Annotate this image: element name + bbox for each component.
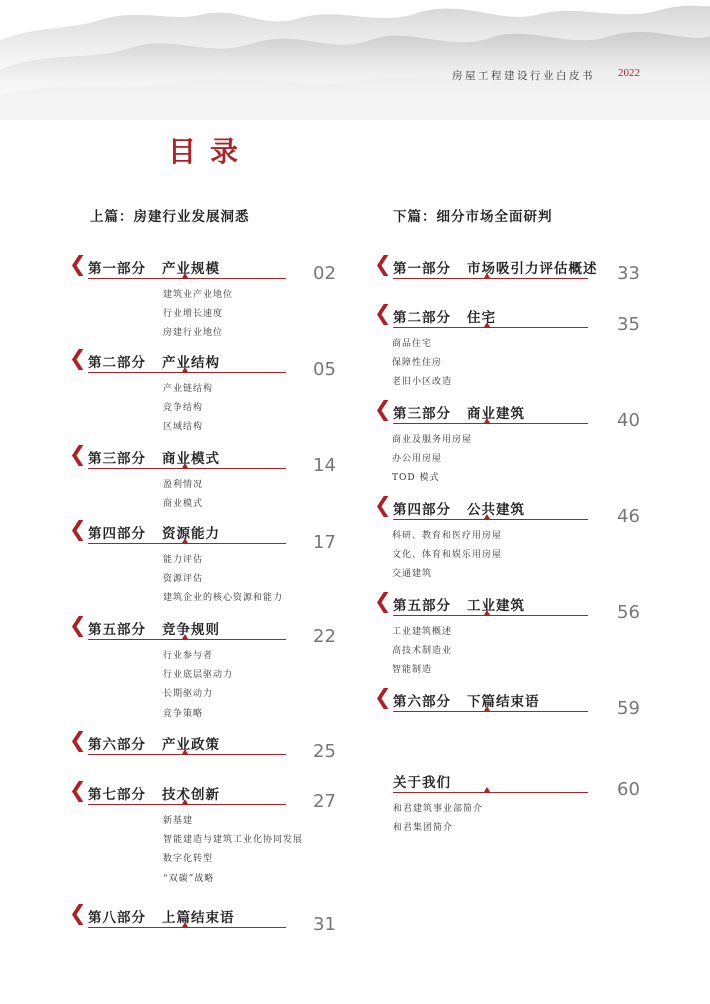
part-name: 技术创新 [162,787,220,803]
page-number: 56 [617,602,640,623]
toc-entry-label [393,771,451,791]
red-crescent-icon: ❮ [374,589,392,613]
toc-subitem[interactable]: 盈利情况 [163,480,204,490]
entry-underline [88,639,286,640]
underline-triangle [182,538,188,543]
toc-subitem[interactable]: 行业增长速度 [163,309,224,320]
page-number: 46 [617,506,640,527]
entry-underline [393,519,588,520]
part-number: 第六部分 [88,737,146,753]
entry-underline [88,754,286,755]
part-name: 上篇结束语 [162,910,235,926]
toc-entry-label [88,906,235,926]
toc-subitem[interactable]: 工业建筑概述 [392,627,453,637]
underline-triangle [182,749,188,754]
toc-subitem[interactable]: 保障性住房 [392,358,443,369]
underline-triangle [484,418,490,423]
toc-subitem[interactable]: 竞争策略 [163,708,204,719]
underline-triangle [182,367,188,372]
page-title: 目录 [168,135,253,168]
part-name: 商业模式 [162,451,220,467]
part-name: 竞争规则 [162,622,220,638]
toc-subitem[interactable]: 交通建筑 [392,569,433,580]
toc-entry-label [88,351,220,371]
toc-subitem[interactable]: 数字化转型 [163,854,214,865]
red-crescent-icon: ❮ [374,685,392,709]
entry-underline [88,543,286,544]
underline-triangle [484,322,490,327]
toc-subitem[interactable]: 房建行业地位 [163,328,224,339]
part-name: 产业规模 [162,261,220,277]
toc-entry-label [88,522,220,542]
toc-subitem[interactable]: 商业及服务用房屋 [392,435,473,445]
page-number: 35 [617,314,640,335]
toc-entry-label [88,783,220,803]
entry-underline [393,278,588,279]
toc-subitem[interactable]: 老旧小区改造 [392,377,453,388]
document-year: 2022 [618,67,640,79]
toc-subitem[interactable]: 竞争结构 [163,403,204,414]
page-number: 17 [313,532,336,553]
part-number: 第五部分 [88,622,146,638]
part-number: 第一部分 [393,261,451,277]
part-name: 商业建筑 [467,406,525,422]
part-number: 第二部分 [88,355,146,371]
toc-subitem[interactable]: 长期驱动力 [163,689,214,700]
part-name: 公共建筑 [467,502,525,518]
page-number: 31 [313,914,336,935]
toc-entry-label [393,594,525,614]
toc-subitem[interactable]: 商品住宅 [392,339,433,349]
document-title: 房屋工程建设行业白皮书 [452,70,595,82]
toc-subitem[interactable]: “双碳”战略 [163,873,215,884]
right-column-heading: 下篇：细分市场全面研判 [393,209,553,225]
red-crescent-icon: ❮ [374,493,392,517]
toc-entry-label [393,257,598,277]
toc-subitem[interactable]: 能力评估 [163,555,204,565]
entry-underline [393,423,588,424]
toc-entry-label [88,618,220,638]
toc-entry-label [393,306,496,326]
about-title: 关于我们 [393,775,451,791]
red-crescent-icon: ❮ [69,346,87,370]
page-number: 60 [617,779,640,800]
part-number: 第四部分 [88,526,146,542]
page-number: 02 [313,263,336,284]
red-crescent-icon: ❮ [69,517,87,541]
entry-underline [88,927,286,928]
underline-triangle [182,634,188,639]
toc-subitem[interactable]: 产业链结构 [163,384,214,394]
toc-subitem[interactable]: 建筑企业的核心资源和能力 [163,593,284,604]
entry-underline [88,804,286,805]
page-number: 40 [617,410,640,431]
page-number: 22 [313,626,336,647]
underline-triangle [484,273,490,278]
part-number: 第三部分 [88,451,146,467]
underline-triangle [484,706,490,711]
part-number: 第二部分 [393,310,451,326]
entry-underline [393,327,588,328]
toc-subitem[interactable]: TOD 模式 [392,473,440,484]
page-number: 33 [617,263,640,284]
page-number: 59 [617,698,640,719]
page-number: 14 [313,455,336,476]
underline-triangle [182,922,188,927]
part-number: 第六部分 [393,694,451,710]
red-crescent-icon: ❮ [374,301,392,325]
red-crescent-icon: ❮ [69,778,87,802]
underline-triangle [484,514,490,519]
underline-triangle [182,463,188,468]
toc-subitem[interactable]: 智能建造与建筑工业化协同发展 [163,835,304,846]
red-crescent-icon: ❮ [69,442,87,466]
red-crescent-icon: ❮ [69,613,87,637]
red-crescent-icon: ❮ [374,397,392,421]
toc-subitem[interactable]: 办公用房屋 [392,454,443,465]
red-crescent-icon: ❮ [69,901,87,925]
part-name: 产业政策 [162,737,220,753]
part-number: 第三部分 [393,406,451,422]
toc-subitem[interactable]: 高技术制造业 [392,646,453,657]
underline-triangle [182,273,188,278]
entry-underline [393,792,588,793]
red-crescent-icon: ❮ [374,252,392,276]
red-crescent-icon: ❮ [69,252,87,276]
part-name: 产业结构 [162,355,220,371]
part-name: 市场吸引力评估概述 [467,261,598,277]
red-crescent-icon: ❮ [69,728,87,752]
toc-subitem[interactable]: 建筑业产业地位 [163,290,234,300]
underline-triangle [182,799,188,804]
entry-underline [88,372,286,373]
part-number: 第一部分 [88,261,146,277]
toc-subitem[interactable]: 和君建筑事业部简介 [393,804,484,814]
part-number: 第七部分 [88,787,146,803]
toc-subitem[interactable]: 资源评估 [163,574,204,585]
toc-entry-label [393,402,525,422]
part-number: 第四部分 [393,502,451,518]
toc-subitem[interactable]: 区域结构 [163,422,204,433]
toc-subitem[interactable]: 智能制造 [392,665,433,676]
toc-entry-label [88,733,220,753]
toc-subitem[interactable]: 行业底层驱动力 [163,670,234,681]
toc-entry-label [88,257,220,277]
toc-subitem[interactable]: 文化、体育和娱乐用房屋 [392,550,503,561]
part-name: 工业建筑 [467,598,525,614]
page-number: 05 [313,359,336,380]
part-number: 第五部分 [393,598,451,614]
entry-underline [393,615,588,616]
entry-underline [88,278,286,279]
toc-subitem[interactable]: 科研、教育和医疗用房屋 [392,531,503,541]
toc-entry-label [393,498,525,518]
toc-entry-label [88,447,220,467]
entry-underline [88,468,286,469]
toc-subitem[interactable]: 商业模式 [163,499,204,510]
part-name: 下篇结束语 [467,694,540,710]
toc-subitem[interactable]: 和君集团简介 [393,823,454,834]
underline-triangle [484,787,490,792]
toc-subitem[interactable]: 新基建 [163,816,194,826]
toc-subitem[interactable]: 行业参与者 [163,651,214,661]
entry-underline [393,711,588,712]
part-number: 第八部分 [88,910,146,926]
underline-triangle [484,610,490,615]
page-number: 25 [313,741,336,762]
toc-entry-label [393,690,540,710]
part-name: 住宅 [467,310,496,326]
mountain-ink-background [0,0,710,120]
left-column-heading: 上篇：房建行业发展洞悉 [90,209,250,225]
part-name: 资源能力 [162,526,220,542]
page-number: 27 [313,791,336,812]
